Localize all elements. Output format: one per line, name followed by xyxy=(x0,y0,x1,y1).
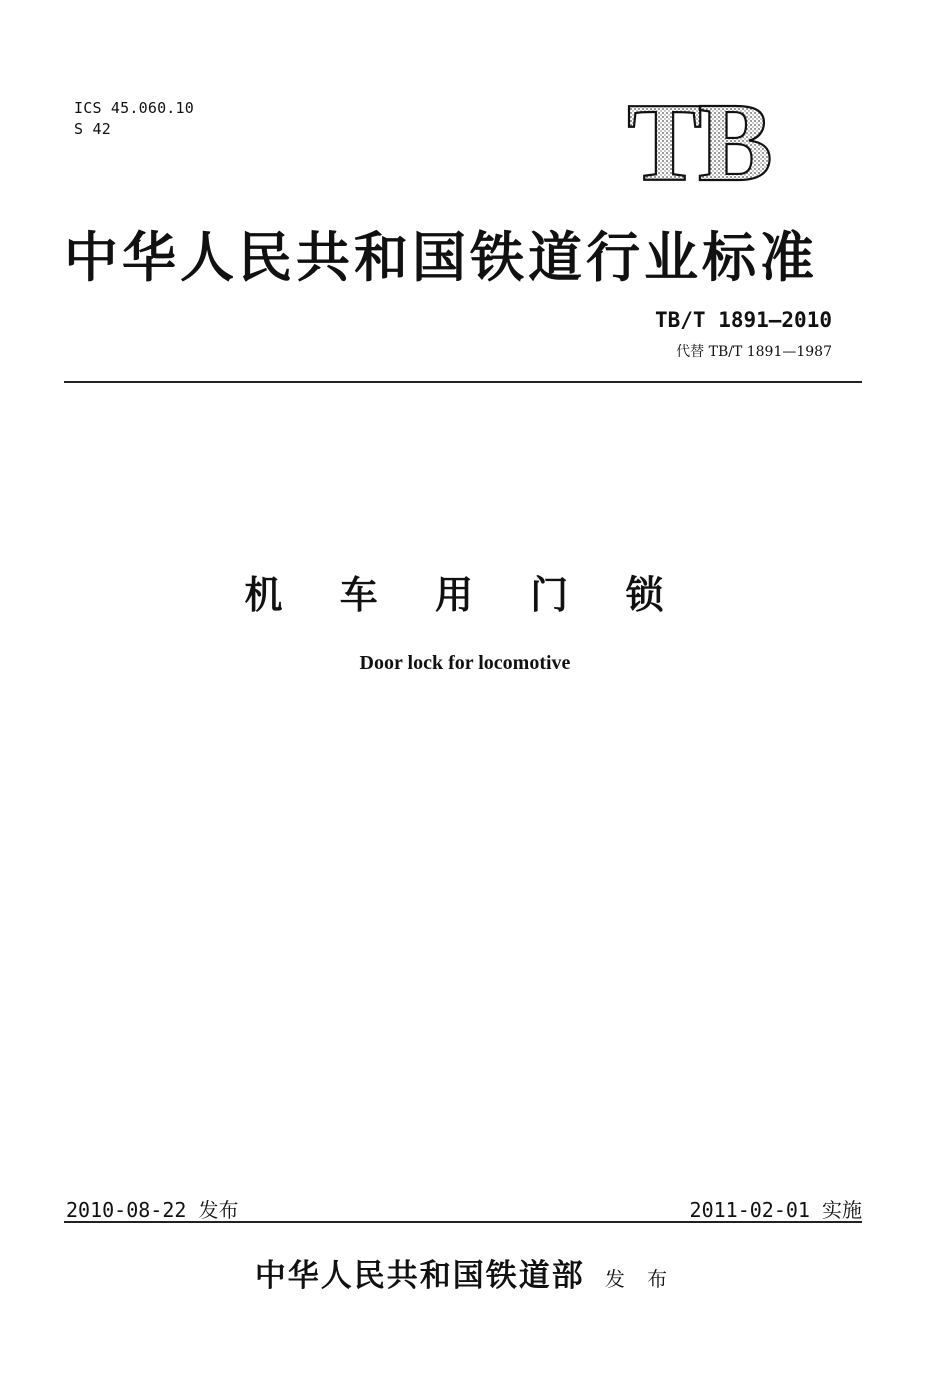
issue-date: 2010-08-22 发布 xyxy=(66,1198,239,1222)
standard-number: TB/T 1891—2010 xyxy=(654,308,832,332)
svg-text:TB: TB xyxy=(627,92,769,188)
replaced-standard: 代替 TB/T 1891—1987 xyxy=(676,344,832,360)
implementation-date: 2011-02-01 实施 xyxy=(689,1198,862,1222)
header-divider xyxy=(64,381,862,383)
organization-title: 中华人民共和国铁道行业标准 xyxy=(64,225,818,289)
tb-logo-graphic xyxy=(598,92,798,188)
footer-divider xyxy=(64,1221,862,1223)
classification-codes xyxy=(74,98,194,140)
document-title-english: Door lock for locomotive xyxy=(359,652,571,674)
publish-label: 发 布 xyxy=(604,1267,676,1291)
ccs-code: S 42 xyxy=(74,120,111,138)
document-title-chinese: 机 车 用 门 锁 xyxy=(244,573,686,617)
publisher-line xyxy=(0,1250,930,1295)
tb-logo xyxy=(598,92,798,188)
publisher-name: 中华人民共和国铁道部 xyxy=(254,1258,585,1294)
ics-code: ICS 45.060.10 xyxy=(74,99,194,117)
